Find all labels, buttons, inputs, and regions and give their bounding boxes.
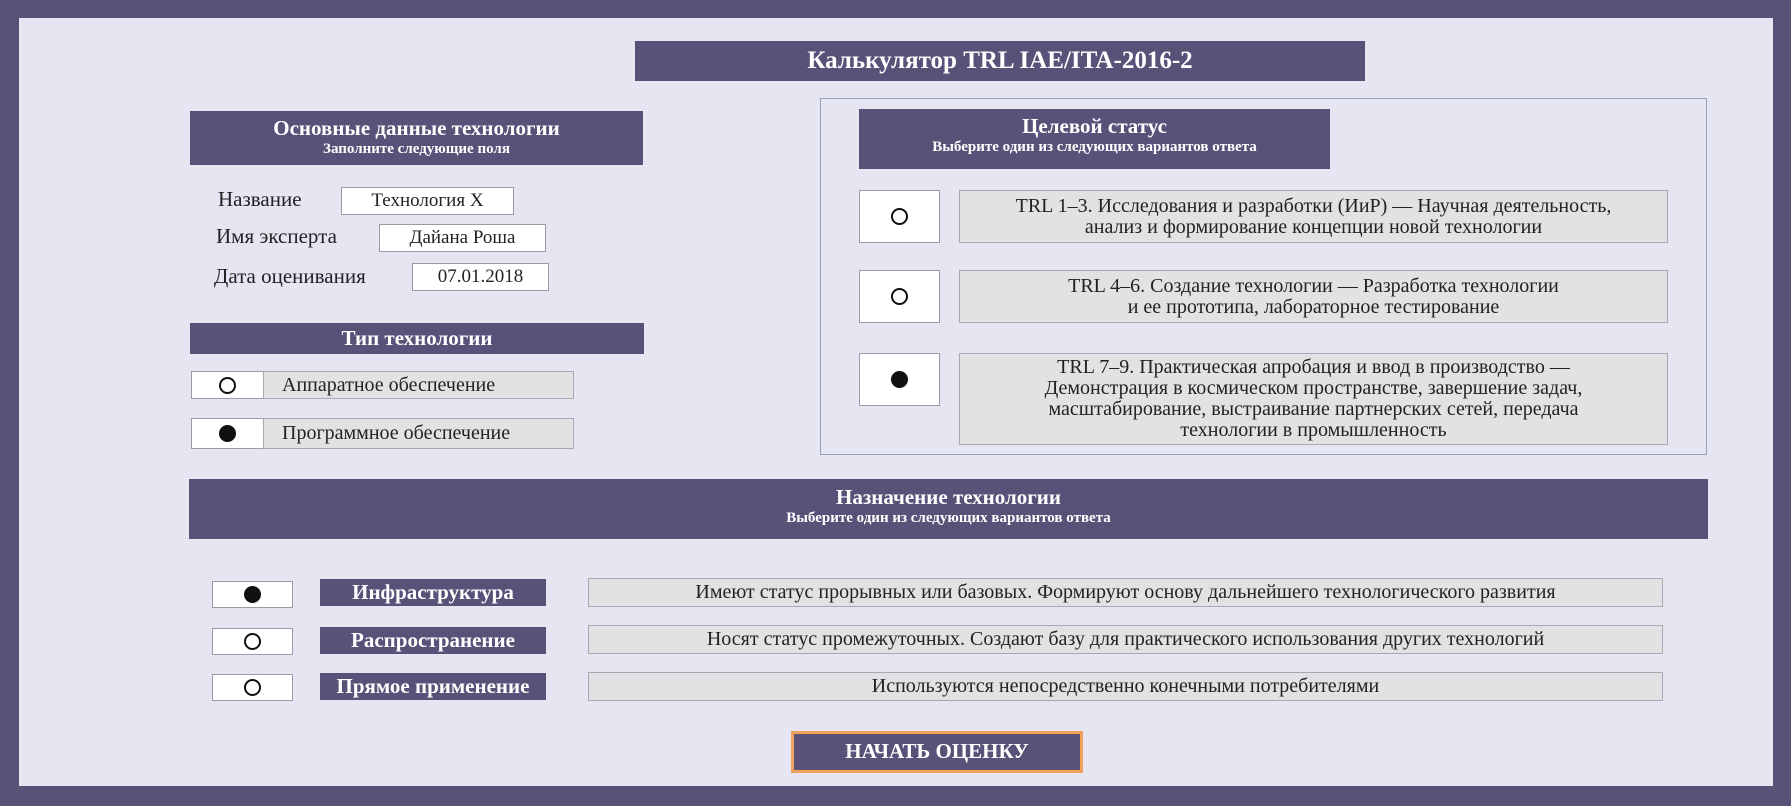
name-field[interactable]: Технология X [341, 187, 514, 215]
app-title: Калькулятор TRL IAE/ITA-2016-2 [807, 47, 1193, 74]
infrastructure-description-text: Имеют статус прорывных или базовых. Формируют основу дальнейшего технологического развития [695, 581, 1556, 603]
expert-field[interactable]: Дайана Роша [379, 224, 546, 252]
trl-1-3-radio[interactable] [891, 208, 908, 225]
expert-label: Имя эксперта [216, 224, 337, 248]
target-status-header [859, 109, 1330, 169]
main-panel [19, 18, 1773, 786]
trl-4-6-radio-cell[interactable] [859, 270, 940, 323]
direct-use-tag: Прямое применение [320, 673, 546, 700]
trl-1-3-line1: TRL 1–3. Исследования и разработки (ИиР) — Научная деятельность, [1015, 194, 1612, 217]
direct-use-description-text: Используются непосредственно конечными потребителями [871, 675, 1380, 697]
target-status-title: Целевой статус [1022, 114, 1167, 138]
hardware-radio[interactable] [219, 377, 236, 394]
start-assessment-button[interactable]: НАЧАТЬ ОЦЕНКУ [791, 731, 1083, 773]
distribution-tag: Распространение [320, 627, 546, 654]
trl-4-6-option[interactable] [959, 270, 1668, 323]
tech-type-header [190, 323, 644, 354]
trl-7-9-line1: TRL 7–9. Практическая апробация и ввод в производство — [1057, 356, 1570, 378]
infrastructure-radio-cell[interactable] [212, 581, 293, 608]
target-status-subtitle: Выберите один из следующих вариантов ответа [932, 139, 1257, 155]
trl-4-6-radio[interactable] [891, 288, 908, 305]
purpose-subtitle: Выберите один из следующих вариантов ответа [786, 510, 1111, 526]
trl-7-9-line3: масштабирование, выстраивание партнерских сетей, передача [1048, 398, 1579, 420]
trl-7-9-radio[interactable] [891, 371, 908, 388]
purpose-title: Назначение технологии [835, 485, 1062, 509]
infrastructure-description[interactable] [588, 578, 1663, 607]
trl-1-3-radio-cell[interactable] [859, 190, 940, 243]
basic-data-header [190, 111, 643, 165]
infrastructure-radio[interactable] [244, 586, 261, 603]
direct-use-radio[interactable] [244, 679, 261, 696]
trl-1-3-line2: анализ и формирование концепции новой технологии [1084, 215, 1543, 238]
direct-use-radio-cell[interactable] [212, 674, 293, 701]
trl-4-6-line2: и ее прототипа, лабораторное тестирование [1127, 295, 1500, 318]
software-option[interactable] [263, 418, 574, 449]
app-title-bar [635, 41, 1365, 81]
hardware-radio-cell[interactable] [191, 371, 264, 399]
trl-4-6-line1: TRL 4–6. Создание технологии — Разработка технологии [1068, 274, 1559, 297]
hardware-label: Аппаратное обеспечение [282, 373, 496, 396]
basic-data-subtitle: Заполните следующие поля [323, 141, 510, 157]
date-field[interactable]: 07.01.2018 [412, 263, 549, 291]
trl-1-3-option[interactable] [959, 190, 1668, 243]
name-label: Название [218, 187, 302, 211]
distribution-description-text: Носят статус промежуточных. Создают базу для практического использования других технологий [706, 628, 1545, 650]
purpose-header [189, 479, 1708, 539]
basic-data-title: Основные данные технологии [273, 116, 560, 140]
trl-7-9-option[interactable] [959, 353, 1668, 445]
software-label: Программное обеспечение [282, 422, 511, 444]
tech-type-title: Тип технологии [341, 326, 493, 350]
software-radio-cell[interactable] [191, 418, 264, 449]
infrastructure-tag: Инфраструктура [320, 579, 546, 606]
hardware-option[interactable] [263, 371, 574, 399]
direct-use-description[interactable] [588, 672, 1663, 701]
trl-7-9-line2: Демонстрация в космическом пространстве, завершение задач, [1044, 377, 1583, 399]
distribution-radio[interactable] [244, 633, 261, 650]
software-radio[interactable] [219, 425, 236, 442]
distribution-radio-cell[interactable] [212, 628, 293, 655]
trl-7-9-line4: технологии в промышленность [1180, 419, 1447, 441]
date-label: Дата оценивания [214, 264, 366, 288]
distribution-description[interactable] [588, 625, 1663, 654]
trl-7-9-radio-cell[interactable] [859, 353, 940, 406]
